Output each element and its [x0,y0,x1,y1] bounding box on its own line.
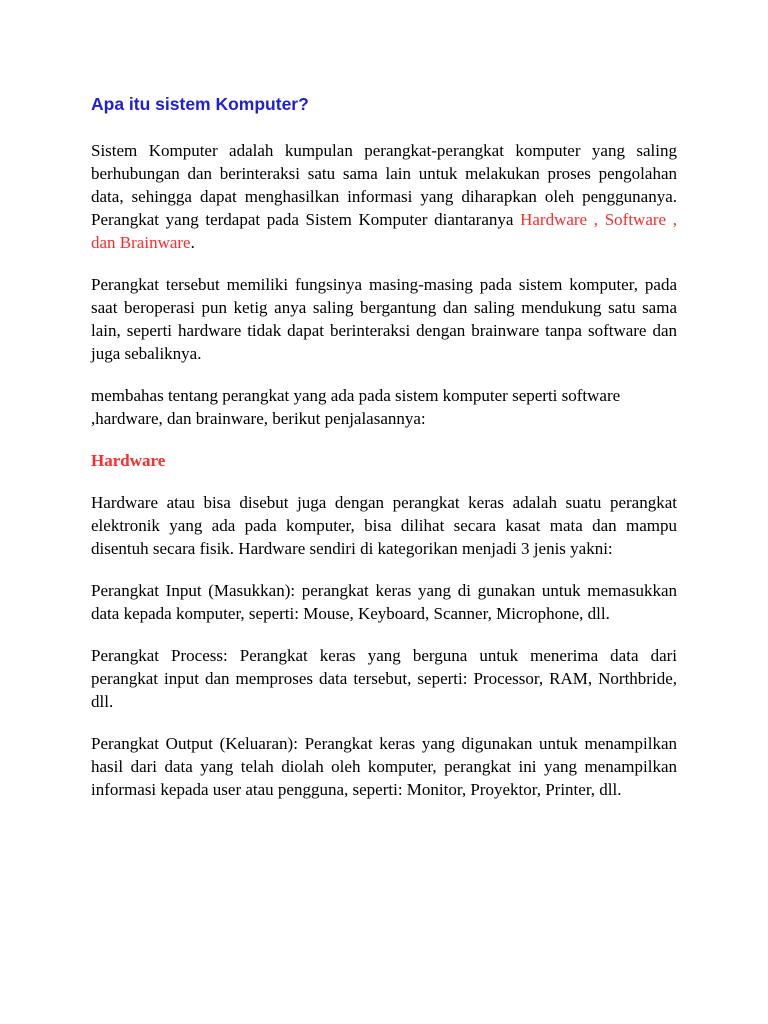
paragraph-output-devices: Perangkat Output (Keluaran): Perangkat keras yang digunakan untuk menampilkan hasil dari data yang telah diolah oleh komputer, perangkat ini yang menampilkan informasi kepada user atau pengguna, seperti: Monitor, Proyektor, Printer, dll. [91,734,677,799]
document-page [91,92,677,820]
paragraph-functions: Perangkat tersebut memiliki fungsinya masing-masing pada sistem komputer, pada saat beroperasi pun ketig anya saling bergantung dan saling mendukung satu sama lain, seperti hardware tidak dapat berinteraksi dengan brainware tanpa software dan juga sebaliknya. [91,275,677,363]
paragraph-process-devices: Perangkat Process: Perangkat keras yang berguna untuk menerima data dari perangkat input dan memproses data tersebut, seperti: Processor, RAM, Northbride, dll. [91,646,677,711]
paragraph-discussion: membahas tentang perangkat yang ada pada sistem komputer seperti software ,hardware, dan brainware, berikut penjalasannya: [91,386,621,428]
document-title: Apa itu sistem Komputer? [91,94,309,114]
paragraph-hardware-definition: Hardware atau bisa disebut juga dengan perangkat keras adalah suatu perangkat elektronik yang ada pada komputer, bisa dilihat secara kasat mata dan mampu disentuh secara fisik. Hardware sendiri di kategorikan menjadi 3 jenis yakni: [91,493,677,558]
paragraph-intro-text: Sistem Komputer adalah kumpulan perangkat-perangkat komputer yang saling berhubungan dan berinteraksi satu sama lain untuk melakukan proses pengolahan data, sehingga dapat menghasilkan informasi yang diharapkan oleh penggunanya. Perangkat yang terdapat pada Sistem Komputer diantaranya [91,141,677,229]
hardware-heading: Hardware [91,451,166,470]
paragraph-intro [91,139,677,254]
paragraph-intro-end: . [190,233,195,252]
highlighted-components: Hardware , Software , dan Brainware [91,210,677,252]
paragraph-input-devices: Perangkat Input (Masukkan): perangkat keras yang di gunakan untuk memasukkan data kepada komputer, seperti: Mouse, Keyboard, Scanner, Microphone, dll. [91,581,677,623]
